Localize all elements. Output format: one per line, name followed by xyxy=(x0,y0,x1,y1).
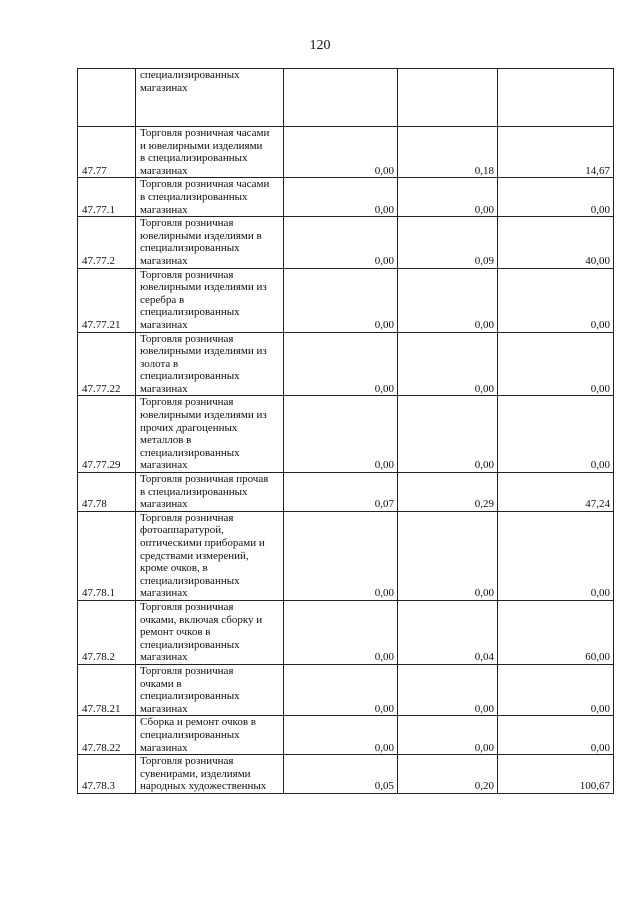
name-cell xyxy=(136,178,284,217)
activity-code: 47.78 xyxy=(78,473,136,512)
value-cell-1: 0,05 xyxy=(284,755,398,794)
value-cell-3: 0,00 xyxy=(498,511,614,600)
value-cell-2: 0,29 xyxy=(398,473,498,512)
value-cell-3: 0,00 xyxy=(498,332,614,396)
activity-name: Торговля розничная ювелирными изделиями из золота в специализированных магазинах xyxy=(140,332,267,395)
name-cell xyxy=(136,511,284,600)
statistics-table xyxy=(77,68,614,794)
activity-name: Торговля розничная ювелирными изделиями в специализированных магазинах xyxy=(140,217,262,267)
activity-code: 47.78.3 xyxy=(78,755,136,794)
value-cell-1: 0,00 xyxy=(284,332,398,396)
activity-code: 47.77.29 xyxy=(78,396,136,473)
value-cell-3: 100,67 xyxy=(498,755,614,794)
table-row xyxy=(78,332,614,396)
activity-code: 47.77.21 xyxy=(78,268,136,332)
value-cell-3: 40,00 xyxy=(498,217,614,268)
value-cell-2: 0,00 xyxy=(398,664,498,715)
activity-name: Торговля розничная ювелирными изделиями из прочих драгоценных металлов в специализированных магазинах xyxy=(140,396,267,472)
value-cell-3: 0,00 xyxy=(498,716,614,755)
name-cell xyxy=(136,127,284,178)
activity-code: 47.77 xyxy=(78,127,136,178)
value-cell-1 xyxy=(284,69,398,127)
value-cell-1: 0,00 xyxy=(284,217,398,268)
table-row xyxy=(78,664,614,715)
activity-code: 47.77.2 xyxy=(78,217,136,268)
value-cell-1: 0,00 xyxy=(284,716,398,755)
value-cell-2: 0,00 xyxy=(398,268,498,332)
activity-name: Торговля розничная очками в специализированных магазинах xyxy=(140,664,240,715)
activity-code: 47.78.1 xyxy=(78,511,136,600)
value-cell-3: 47,24 xyxy=(498,473,614,512)
value-cell-1: 0,00 xyxy=(284,511,398,600)
page-number: 120 xyxy=(309,38,331,53)
name-cell xyxy=(136,755,284,794)
value-cell-1: 0,00 xyxy=(284,178,398,217)
name-cell xyxy=(136,69,284,127)
activity-name: специализированных магазинах xyxy=(140,69,240,94)
value-cell-3: 0,00 xyxy=(498,396,614,473)
value-cell-1: 0,00 xyxy=(284,600,398,664)
value-cell-2: 0,20 xyxy=(398,755,498,794)
activity-name: Торговля розничная часами и ювелирными изделиями в специализированных магазинах xyxy=(140,127,270,177)
value-cell-2: 0,09 xyxy=(398,217,498,268)
value-cell-2: 0,00 xyxy=(398,396,498,473)
value-cell-2: 0,00 xyxy=(398,332,498,396)
value-cell-2: 0,04 xyxy=(398,600,498,664)
activity-code: 47.78.21 xyxy=(78,664,136,715)
table-row-continuation xyxy=(78,69,614,127)
activity-code: 47.77.22 xyxy=(78,332,136,396)
value-cell-3: 0,00 xyxy=(498,664,614,715)
name-cell xyxy=(136,600,284,664)
value-cell-3: 0,00 xyxy=(498,268,614,332)
table-row xyxy=(78,396,614,473)
code-cell xyxy=(78,69,136,127)
value-cell-3 xyxy=(498,69,614,127)
table-row xyxy=(78,268,614,332)
table-row xyxy=(78,511,614,600)
activity-code: 47.78.22 xyxy=(78,716,136,755)
table-row xyxy=(78,600,614,664)
value-cell-2: 0,00 xyxy=(398,716,498,755)
activity-name: Торговля розничная очками, включая сборку и ремонт очков в специализированных магазинах xyxy=(140,600,263,664)
table-row xyxy=(78,473,614,512)
activity-name: Сборка и ремонт очков в специализированных магазинах xyxy=(140,716,256,754)
name-cell xyxy=(136,268,284,332)
name-cell xyxy=(136,217,284,268)
name-cell xyxy=(136,664,284,715)
value-cell-3: 60,00 xyxy=(498,600,614,664)
table-row xyxy=(78,178,614,217)
name-cell xyxy=(136,396,284,473)
activity-name: Торговля розничная часами в специализированных магазинах xyxy=(140,178,270,216)
activity-name: Торговля розничная прочая в специализированных магазинах xyxy=(140,473,269,511)
name-cell xyxy=(136,716,284,755)
value-cell-1: 0,00 xyxy=(284,396,398,473)
activity-code: 47.77.1 xyxy=(78,178,136,217)
activity-name: Торговля розничная фотоаппаратурой, оптическими приборами и средствами измерений, кроме очков, в специализированных магазинах xyxy=(140,511,265,600)
value-cell-2: 0,18 xyxy=(398,127,498,178)
value-cell-3: 0,00 xyxy=(498,178,614,217)
activity-name: Торговля розничная сувенирами, изделиями народных художественных xyxy=(140,755,267,793)
value-cell-2 xyxy=(398,69,498,127)
value-cell-1: 0,00 xyxy=(284,664,398,715)
name-cell xyxy=(136,332,284,396)
table-body xyxy=(78,69,614,794)
value-cell-1: 0,00 xyxy=(284,127,398,178)
table-row xyxy=(78,127,614,178)
table-row xyxy=(78,716,614,755)
name-cell xyxy=(136,473,284,512)
value-cell-2: 0,00 xyxy=(398,511,498,600)
table-row xyxy=(78,755,614,794)
activity-code: 47.78.2 xyxy=(78,600,136,664)
activity-name: Торговля розничная ювелирными изделиями из серебра в специализированных магазинах xyxy=(140,268,267,331)
value-cell-2: 0,00 xyxy=(398,178,498,217)
table-row xyxy=(78,217,614,268)
value-cell-3: 14,67 xyxy=(498,127,614,178)
value-cell-1: 0,00 xyxy=(284,268,398,332)
value-cell-1: 0,07 xyxy=(284,473,398,512)
